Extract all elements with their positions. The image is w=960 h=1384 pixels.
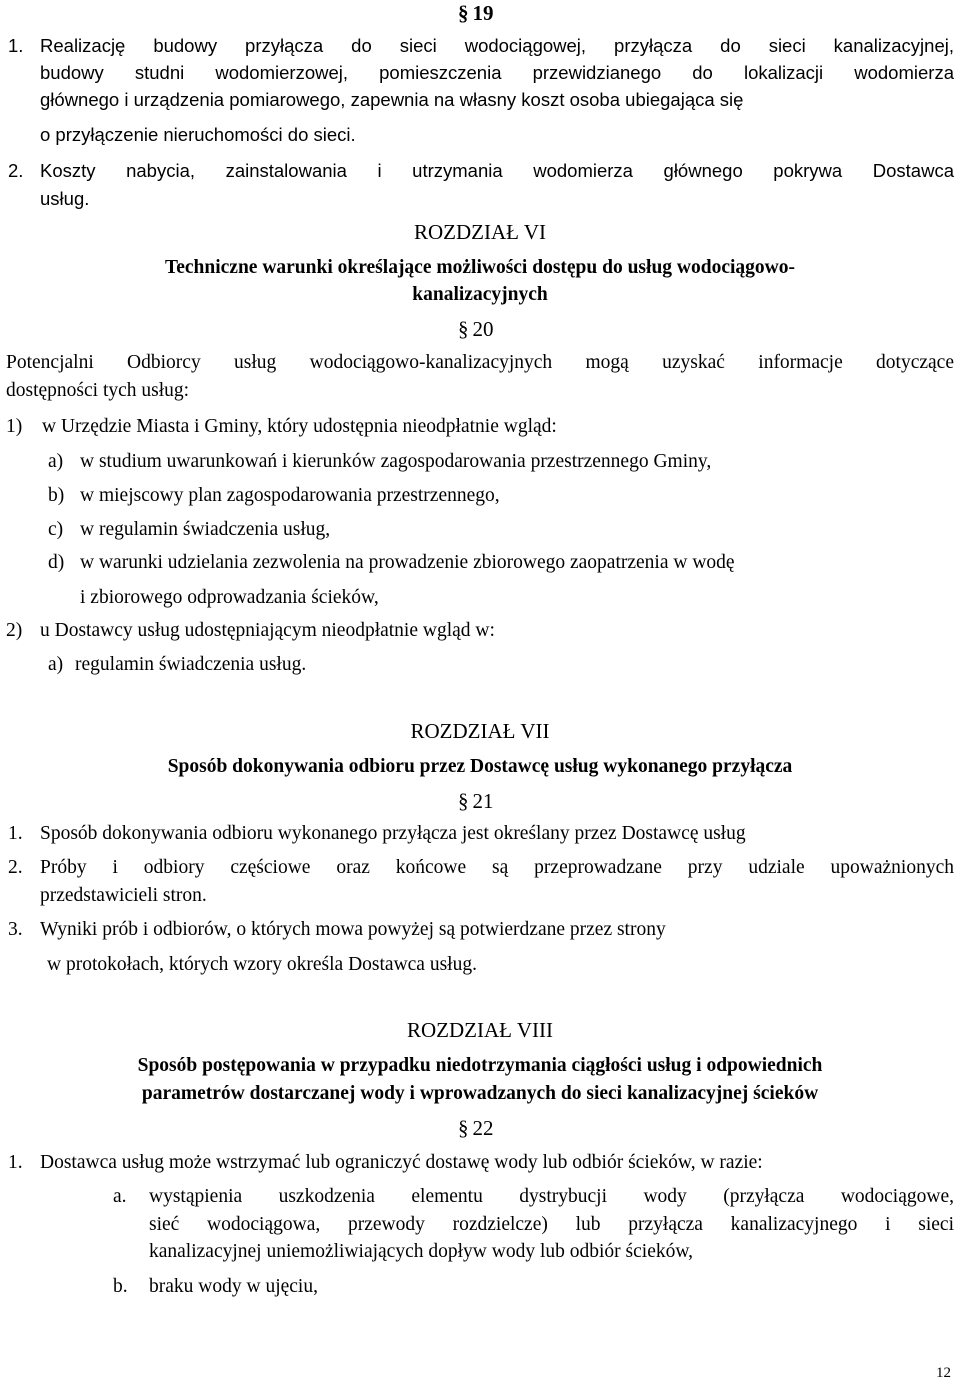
item-number: 1. (8, 35, 24, 56)
item-line: Dostawca usług może wstrzymać lub ograniczyć dostawę wody lub odbiór ścieków, w razie: (40, 1152, 763, 1173)
section-sign: § (458, 317, 469, 341)
item-line: Realizację budowy przyłącza do sieci wodociągowej, przyłącza do sieci kanalizacyjnej, (40, 35, 954, 56)
list-item: w regulamin świadczenia usług, (80, 519, 331, 540)
chapter-title: parametrów dostarczanej wody i wprowadzanych do sieci kanalizacyjnej ścieków (141, 1083, 819, 1104)
list-marker: 1) (6, 416, 23, 437)
section-number: § 22 (458, 1116, 494, 1140)
list-marker: b) (48, 485, 65, 506)
section-number: § 21 (458, 789, 494, 813)
list-marker: 2) (6, 620, 23, 641)
page-number: 12 (936, 1365, 951, 1381)
list-marker: a) (48, 451, 64, 472)
section-sign: § (458, 789, 469, 813)
chapter-heading: ROZDZIAŁ VI (413, 220, 546, 244)
list-marker: d) (48, 552, 65, 573)
section-number: § 19 (458, 1, 494, 25)
item-number: 1. (8, 823, 23, 844)
list-item: w Urzędzie Miasta i Gminy, który udostępnia nieodpłatnie wgląd: (42, 416, 557, 437)
item-line: Wyniki prób i odbiorów, o których mowa powyżej są potwierdzane przez strony (40, 919, 666, 940)
item-line: Próby i odbiory częściowe oraz końcowe są przeprowadzane przy udziale upoważnionych (40, 857, 954, 878)
list-item-line: sieć wodociągowa, przewody rozdzielcze) lub przyłącza kanalizacyjnego i sieci (149, 1214, 954, 1235)
item-line: głównego i urządzenia pomiarowego, zapewnia na własny koszt osoba ubiegająca się (40, 89, 744, 110)
list-marker: a) (48, 654, 64, 675)
item-number: 1. (8, 1152, 23, 1173)
item-line: usług. (40, 188, 90, 209)
chapter-heading: ROZDZIAŁ VII (410, 719, 550, 743)
list-marker: c) (48, 519, 64, 540)
intro-line: dostępności tych usług: (6, 380, 190, 401)
list-marker: a. (113, 1186, 127, 1207)
chapter-title: Sposób postępowania w przypadku niedotrzymania ciągłości usług i odpowiednich (137, 1055, 823, 1076)
item-number: 2. (8, 857, 23, 878)
list-item-continuation: i zbiorowego odprowadzania ścieków, (80, 587, 379, 608)
chapter-heading: ROZDZIAŁ VIII (407, 1018, 553, 1042)
chapter-title: kanalizacyjnych (412, 284, 548, 305)
item-line: Koszty nabycia, zainstalowania i utrzymania wodomierza głównego pokrywa Dostawca (40, 160, 954, 181)
list-item: w miejscowy plan zagospodarowania przestrzennego, (80, 485, 500, 506)
list-marker: b. (113, 1276, 128, 1297)
list-item-line: kanalizacyjnej uniemożliwiających dopływ wody lub odbiór ścieków, (149, 1241, 694, 1262)
item-line: o przyłączenie nieruchomości do sieci. (40, 124, 356, 145)
item-line: Sposób dokonywania odbioru wykonanego przyłącza jest określany przez Dostawcę usług (40, 823, 746, 844)
list-item: w warunki udzielania zezwolenia na prowadzenie zbiorowego zaopatrzenia w wodę (80, 552, 735, 573)
chapter-title: Techniczne warunki określające możliwości dostępu do usług wodociągowo- (165, 257, 795, 278)
list-item: w studium uwarunkowań i kierunków zagospodarowania przestrzennego Gminy, (80, 451, 712, 472)
item-number: 2. (8, 160, 24, 181)
intro-line: Potencjalni Odbiorcy usług wodociągowo-kanalizacyjnych mogą uzyskać informacje dotyczące (6, 352, 954, 373)
list-item: regulamin świadczenia usług. (75, 654, 307, 675)
section-number: § 20 (458, 317, 494, 341)
chapter-title: Sposób dokonywania odbioru przez Dostawcę usług wykonanego przyłącza (167, 756, 793, 777)
item-line: przedstawicieli stron. (40, 885, 207, 906)
list-item-line: braku wody w ujęciu, (149, 1276, 318, 1297)
section-sign: § (458, 1, 469, 25)
item-line: budowy studni wodomierzowej, pomieszczenia przewidzianego do lokalizacji wodomierza (40, 62, 954, 83)
list-item-line: wystąpienia uszkodzenia elementu dystrybucji wody (przyłącza wodociągowe, (149, 1186, 954, 1207)
list-item: u Dostawcy usług udostępniającym nieodpłatnie wgląd w: (40, 620, 495, 641)
section-sign: § (458, 1116, 469, 1140)
item-line: w protokołach, których wzory określa Dostawca usług. (47, 954, 477, 975)
item-number: 3. (8, 919, 23, 940)
